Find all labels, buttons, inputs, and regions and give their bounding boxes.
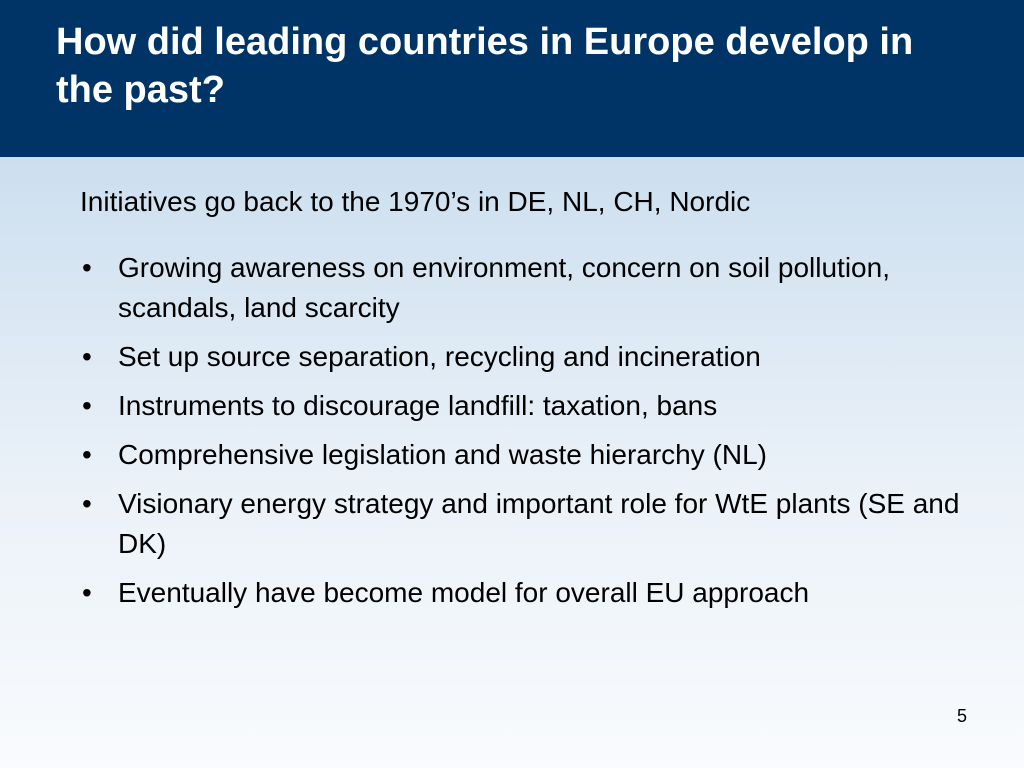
bullet-item [80, 573, 980, 613]
bullet-text: Eventually have become model for overall EU approach [118, 577, 810, 608]
bullet-marker: • [82, 577, 92, 608]
header-band [0, 0, 1024, 157]
bullet-marker: • [82, 390, 92, 421]
bullet-text: Growing awareness on environment, concern on soil pollution, scandals, land scarcity [118, 252, 890, 323]
bullet-item [80, 386, 980, 426]
bullet-marker: • [82, 341, 92, 372]
bullet-text: Instruments to discourage landfill: taxation, bans [118, 390, 718, 421]
bullet-marker: • [82, 439, 92, 470]
bullet-text: Visionary energy strategy and important role for WtE plants (SE and DK) [118, 488, 960, 559]
bullet-list [80, 248, 980, 622]
bullet-marker: • [82, 488, 92, 519]
intro-text: Initiatives go back to the 1970’s in DE, NL, CH, Nordic [80, 186, 751, 217]
bullet-item [80, 248, 980, 328]
bullet-item [80, 435, 980, 475]
bullet-text: Comprehensive legislation and waste hierarchy (NL) [118, 439, 767, 470]
bullet-item [80, 484, 980, 564]
bullet-text: Set up source separation, recycling and incineration [118, 341, 761, 372]
bullet-marker: • [82, 252, 92, 283]
bullet-item [80, 337, 980, 377]
slide-title: How did leading countries in Europe develop in the past? [56, 21, 914, 111]
page-number: 5 [956, 706, 967, 726]
